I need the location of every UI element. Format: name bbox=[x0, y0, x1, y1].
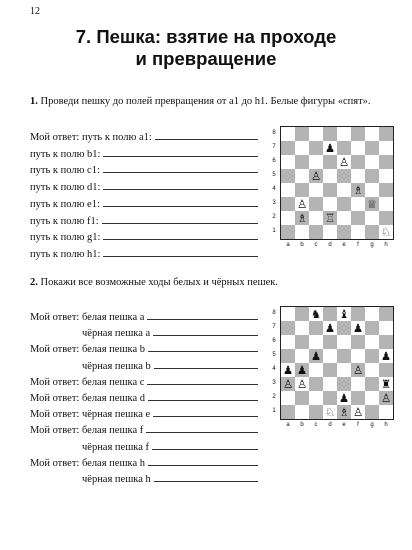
board-square-d1 bbox=[323, 225, 337, 239]
board-square-e7 bbox=[337, 321, 351, 335]
board-square-a7 bbox=[281, 321, 295, 335]
board-square-d8 bbox=[323, 127, 337, 141]
board-square-c3 bbox=[309, 377, 323, 391]
board-1-chess-piece-b3: ♙ bbox=[296, 197, 308, 211]
task-1-instruction bbox=[30, 95, 371, 109]
board-square-f8 bbox=[351, 127, 365, 141]
board-square-e4 bbox=[337, 183, 351, 197]
chessboard-task-2 bbox=[280, 306, 394, 420]
task-2-answer-row bbox=[82, 472, 258, 486]
board-square-g7 bbox=[365, 321, 379, 335]
board-square-h4 bbox=[379, 363, 393, 377]
task-1-answer-row bbox=[30, 214, 258, 228]
board-square-d3 bbox=[323, 377, 337, 391]
board-1-file-label: d bbox=[328, 242, 332, 248]
board-square-c4 bbox=[309, 183, 323, 197]
board-1-rank-label: 4 bbox=[272, 186, 276, 192]
board-2-chess-piece-b3: ♙ bbox=[296, 377, 308, 391]
board-square-h8 bbox=[379, 307, 393, 321]
board-square-e3 bbox=[337, 197, 351, 211]
board-square-h3 bbox=[379, 197, 393, 211]
board-2-rank-label: 6 bbox=[272, 338, 276, 344]
board-square-c4 bbox=[309, 363, 323, 377]
board-2-chess-piece-c5: ♟ bbox=[310, 349, 322, 363]
board-square-d6 bbox=[323, 155, 337, 169]
board-2-file-label: g bbox=[370, 422, 374, 428]
task-2-answer-blank[interactable] bbox=[147, 310, 258, 320]
task-2-answer-row bbox=[30, 342, 258, 356]
board-square-h4 bbox=[379, 183, 393, 197]
board-1-file-label: c bbox=[314, 242, 318, 248]
task-2-answer-blank[interactable] bbox=[153, 407, 258, 417]
board-square-g5 bbox=[365, 169, 379, 183]
board-1-rank-label: 8 bbox=[272, 130, 276, 136]
board-2-file-label: h bbox=[384, 422, 388, 428]
board-square-g4 bbox=[365, 363, 379, 377]
board-1-file-label: f bbox=[357, 242, 359, 248]
page-number: 12 bbox=[30, 6, 40, 17]
board-2-file-label: d bbox=[328, 422, 332, 428]
board-square-b2 bbox=[295, 391, 309, 405]
board-1-chess-piece-d7: ♟ bbox=[324, 141, 336, 155]
board-square-d8 bbox=[323, 307, 337, 321]
board-1-file-label: a bbox=[286, 242, 290, 248]
board-square-c1 bbox=[309, 225, 323, 239]
board-square-c7 bbox=[309, 321, 323, 335]
task-2-answer-blank[interactable] bbox=[146, 423, 258, 433]
board-square-g1 bbox=[365, 225, 379, 239]
task-2-answer-blank[interactable] bbox=[153, 326, 258, 336]
board-2-chess-piece-e1: ♗ bbox=[338, 405, 350, 419]
board-square-e7 bbox=[337, 141, 351, 155]
board-square-g2 bbox=[365, 211, 379, 225]
board-square-h6 bbox=[379, 335, 393, 349]
board-1-chess-piece-h1: ♘ bbox=[380, 225, 392, 239]
task-1-answer-blank[interactable] bbox=[103, 197, 258, 207]
task-1-number: 1. bbox=[30, 96, 38, 107]
board-1-file-label: h bbox=[384, 242, 388, 248]
task-1-answer-row bbox=[30, 197, 258, 211]
task-2-instruction bbox=[30, 276, 278, 290]
board-2-rank-label: 7 bbox=[272, 324, 276, 330]
task-2-answer-label: Мой ответ: чёрная пешка e bbox=[30, 409, 151, 421]
task-2-answer-label: Мой ответ: белая пешка c bbox=[30, 376, 145, 388]
board-square-c6 bbox=[309, 155, 323, 169]
board-square-a3 bbox=[281, 197, 295, 211]
task-2-answer-blank[interactable] bbox=[148, 391, 258, 401]
board-1-rank-label: 3 bbox=[272, 200, 276, 206]
board-square-b1 bbox=[295, 405, 309, 419]
task-2-answer-label: чёрная пешка f bbox=[82, 441, 150, 453]
board-square-d3 bbox=[323, 197, 337, 211]
board-square-e5 bbox=[337, 349, 351, 363]
board-1-chess-piece-b2: ♗ bbox=[296, 211, 308, 225]
board-square-f2 bbox=[351, 211, 365, 225]
board-square-b5 bbox=[295, 349, 309, 363]
board-square-c8 bbox=[309, 127, 323, 141]
title-line-1: 7. Пешка: взятие на проходе bbox=[75, 26, 337, 47]
board-square-c2 bbox=[309, 211, 323, 225]
board-square-b7 bbox=[295, 321, 309, 335]
board-1-rank-label: 5 bbox=[272, 172, 276, 178]
board-square-a1 bbox=[281, 405, 295, 419]
board-2-file-label: a bbox=[286, 422, 290, 428]
board-square-h7 bbox=[379, 321, 393, 335]
board-2-chess-piece-f7: ♟ bbox=[352, 321, 364, 335]
task-1-answer-blank[interactable] bbox=[102, 214, 258, 224]
board-square-f6 bbox=[351, 335, 365, 349]
board-square-b8 bbox=[295, 127, 309, 141]
board-square-b8 bbox=[295, 307, 309, 321]
board-square-f3 bbox=[351, 197, 365, 211]
board-1-chess-piece-e6: ♙ bbox=[338, 155, 350, 169]
board-2-chess-piece-f4: ♙ bbox=[352, 363, 364, 377]
task-1-answer-blank[interactable] bbox=[103, 230, 258, 240]
task-2-answer-row bbox=[82, 326, 258, 340]
board-1-rank-label: 7 bbox=[272, 144, 276, 150]
task-2-answer-label: чёрная пешка h bbox=[82, 474, 151, 485]
board-2-rank-label: 4 bbox=[272, 366, 276, 372]
board-square-g8 bbox=[365, 307, 379, 321]
task-2-answer-label: Мой ответ: белая пешка f bbox=[30, 425, 144, 437]
task-2-answer-blank[interactable] bbox=[148, 342, 258, 352]
task-1-answer-blank[interactable] bbox=[103, 163, 258, 173]
board-square-a2 bbox=[281, 391, 295, 405]
task-2-answer-row bbox=[30, 375, 258, 389]
board-square-f5 bbox=[351, 349, 365, 363]
board-1-rank-label: 2 bbox=[272, 214, 276, 220]
board-square-g7 bbox=[365, 141, 379, 155]
board-square-e5 bbox=[337, 169, 351, 183]
task-2-number: 2. bbox=[30, 277, 38, 288]
task-1-answer-label: путь к полю f1: bbox=[30, 215, 99, 227]
task-1-answer-row bbox=[30, 147, 258, 161]
board-2-chess-piece-e8: ♝ bbox=[338, 307, 350, 321]
board-2-chess-piece-e2: ♟ bbox=[338, 391, 350, 405]
task-1-answer-row bbox=[30, 163, 258, 177]
board-square-b4 bbox=[295, 183, 309, 197]
board-square-g1 bbox=[365, 405, 379, 419]
board-square-f3 bbox=[351, 377, 365, 391]
board-square-b1 bbox=[295, 225, 309, 239]
task-1-answer-label: путь к полю e1: bbox=[30, 198, 100, 210]
board-square-b6 bbox=[295, 155, 309, 169]
board-1-rank-label: 1 bbox=[272, 228, 276, 234]
board-square-g5 bbox=[365, 349, 379, 363]
task-2-answer-row bbox=[30, 391, 258, 405]
task-2-answer-row bbox=[30, 310, 258, 324]
board-square-b7 bbox=[295, 141, 309, 155]
task-2-answer-label: Мой ответ: белая пешка a bbox=[30, 312, 145, 323]
title-line-2: и превращение bbox=[135, 48, 277, 69]
task-1-answer-blank[interactable] bbox=[103, 247, 258, 257]
board-square-f8 bbox=[351, 307, 365, 321]
board-square-a4 bbox=[281, 183, 295, 197]
task-2-answer-blank[interactable] bbox=[154, 472, 258, 482]
task-1-answer-label: путь к полю h1: bbox=[30, 248, 101, 260]
board-square-g4 bbox=[365, 183, 379, 197]
board-square-c7 bbox=[309, 141, 323, 155]
board-square-f5 bbox=[351, 169, 365, 183]
board-square-f7 bbox=[351, 141, 365, 155]
board-2-chess-piece-f1: ♙ bbox=[352, 405, 364, 419]
board-2-rank-label: 3 bbox=[272, 380, 276, 386]
board-square-e2 bbox=[337, 211, 351, 225]
board-2-file-label: f bbox=[357, 422, 359, 428]
task-2-answer-row bbox=[82, 440, 258, 454]
board-square-e8 bbox=[337, 127, 351, 141]
board-square-c6 bbox=[309, 335, 323, 349]
board-square-a6 bbox=[281, 335, 295, 349]
task-2-answer-label: чёрная пешка a bbox=[82, 328, 151, 340]
task-1-answer-label: Мой ответ: путь к полю a1: bbox=[30, 132, 152, 143]
page-title bbox=[0, 26, 412, 70]
board-1-chess-piece-d2: ♖ bbox=[324, 211, 336, 225]
task-2-answer-row bbox=[30, 407, 258, 421]
task-2-answer-label: Мой ответ: белая пешка h bbox=[30, 457, 146, 469]
board-square-a5 bbox=[281, 169, 295, 183]
board-1-chess-piece-c5: ♙ bbox=[310, 169, 322, 183]
board-square-h7 bbox=[379, 141, 393, 155]
board-square-d2 bbox=[323, 391, 337, 405]
task-2-answer-row bbox=[82, 359, 258, 373]
board-2-chess-piece-a3: ♙ bbox=[282, 377, 294, 391]
task-1-answer-blank[interactable] bbox=[103, 180, 258, 190]
board-square-f6 bbox=[351, 155, 365, 169]
board-2-chess-piece-h3: ♜ bbox=[380, 377, 392, 391]
board-square-e4 bbox=[337, 363, 351, 377]
task-1-text: Проведи пешку до полей превращения от a1 до h1. Белые фигуры «спят». bbox=[40, 96, 371, 107]
board-square-c2 bbox=[309, 391, 323, 405]
board-square-g2 bbox=[365, 391, 379, 405]
board-2-chess-piece-h5: ♟ bbox=[380, 349, 392, 363]
task-2-answer-label: Мой ответ: белая пешка b bbox=[30, 344, 146, 356]
board-1-chess-piece-f4: ♗ bbox=[352, 183, 364, 197]
board-2-chess-piece-c8: ♞ bbox=[310, 307, 322, 321]
board-square-e3 bbox=[337, 377, 351, 391]
task-1-answer-row bbox=[30, 130, 258, 144]
board-square-h6 bbox=[379, 155, 393, 169]
task-2-answer-label: Мой ответ: белая пешка d bbox=[30, 393, 146, 404]
board-square-d4 bbox=[323, 363, 337, 377]
board-square-c1 bbox=[309, 405, 323, 419]
board-2-file-label: e bbox=[342, 422, 346, 428]
task-1-answer-row bbox=[30, 180, 258, 194]
task-1-answer-label: путь к полю b1: bbox=[30, 148, 101, 160]
task-1-answer-label: путь к полю c1: bbox=[30, 165, 100, 177]
board-square-f1 bbox=[351, 225, 365, 239]
board-2-rank-label: 8 bbox=[272, 310, 276, 316]
board-square-g6 bbox=[365, 155, 379, 169]
board-square-g6 bbox=[365, 335, 379, 349]
board-square-d6 bbox=[323, 335, 337, 349]
task-2-answer-blank[interactable] bbox=[154, 359, 258, 369]
task-2-answer-label: чёрная пешка b bbox=[82, 360, 151, 372]
board-square-b6 bbox=[295, 335, 309, 349]
chessboard-task-1 bbox=[280, 126, 394, 240]
task-2-answer-row bbox=[30, 423, 258, 437]
board-square-e1 bbox=[337, 225, 351, 239]
board-square-a1 bbox=[281, 225, 295, 239]
task-1-answer-row bbox=[30, 230, 258, 244]
board-square-e6 bbox=[337, 335, 351, 349]
board-square-d5 bbox=[323, 169, 337, 183]
board-2-file-label: b bbox=[300, 422, 304, 428]
board-square-h1 bbox=[379, 405, 393, 419]
board-1-file-label: b bbox=[300, 242, 304, 248]
task-1-answer-blank[interactable] bbox=[155, 130, 258, 140]
board-square-d4 bbox=[323, 183, 337, 197]
board-2-rank-label: 5 bbox=[272, 352, 276, 358]
task-1-answer-blank[interactable] bbox=[103, 147, 258, 157]
board-square-h5 bbox=[379, 169, 393, 183]
board-1-file-label: g bbox=[370, 242, 374, 248]
board-2-chess-piece-b4: ♟ bbox=[296, 363, 308, 377]
board-square-h8 bbox=[379, 127, 393, 141]
board-square-g3 bbox=[365, 377, 379, 391]
task-2-answer-blank[interactable] bbox=[147, 375, 258, 385]
task-2-answer-blank[interactable] bbox=[152, 440, 258, 450]
board-2-chess-piece-d7: ♟ bbox=[324, 321, 336, 335]
board-1-rank-label: 6 bbox=[272, 158, 276, 164]
task-2-answer-blank[interactable] bbox=[148, 456, 258, 466]
board-square-h2 bbox=[379, 211, 393, 225]
board-square-g8 bbox=[365, 127, 379, 141]
board-2-rank-label: 1 bbox=[272, 408, 276, 414]
board-square-a7 bbox=[281, 141, 295, 155]
task-2-text: Покажи все возможные ходы белых и чёрных пешек. bbox=[40, 277, 278, 288]
board-square-f2 bbox=[351, 391, 365, 405]
board-square-a8 bbox=[281, 127, 295, 141]
board-square-c3 bbox=[309, 197, 323, 211]
task-1-answer-row bbox=[30, 247, 258, 261]
board-2-chess-piece-d1: ♘ bbox=[324, 405, 336, 419]
task-1-answer-label: путь к полю d1: bbox=[30, 182, 101, 194]
board-square-a6 bbox=[281, 155, 295, 169]
board-square-a5 bbox=[281, 349, 295, 363]
board-1-chess-piece-g3: ♕ bbox=[366, 197, 378, 211]
board-2-chess-piece-a4: ♟ bbox=[282, 363, 294, 377]
task-2-answer-row bbox=[30, 456, 258, 470]
board-square-a2 bbox=[281, 211, 295, 225]
board-square-a8 bbox=[281, 307, 295, 321]
board-2-chess-piece-h2: ♙ bbox=[380, 391, 392, 405]
board-square-b5 bbox=[295, 169, 309, 183]
board-2-rank-label: 2 bbox=[272, 394, 276, 400]
task-1-answer-label: путь к полю g1: bbox=[30, 232, 101, 244]
board-square-d5 bbox=[323, 349, 337, 363]
board-2-file-label: c bbox=[314, 422, 318, 428]
board-1-file-label: e bbox=[342, 242, 346, 248]
